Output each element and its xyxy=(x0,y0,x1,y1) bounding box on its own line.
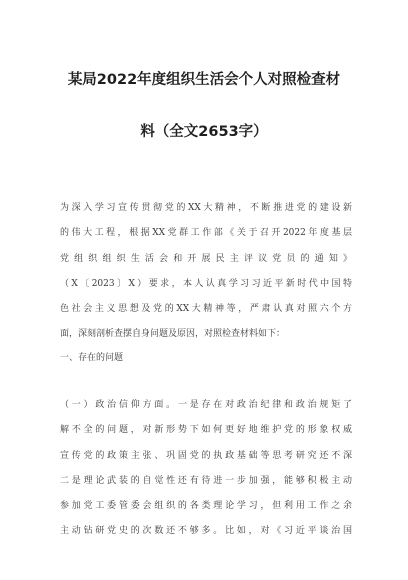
intro-line: 为深入学习宣传贯彻党的XX大精神，不断推进党的建设新 xyxy=(60,203,352,213)
section-heading xyxy=(60,346,352,371)
document-title-line-2: 料（全文2653字） xyxy=(140,124,268,140)
section-paragraph xyxy=(60,393,352,545)
intro-line: 的伟大工程，根据XX党群工作部《关于召开2022年度基层 xyxy=(60,228,352,239)
paragraph-line: 主动钻研党史的次数还不够多。比如，对《习近平谈治国 xyxy=(60,526,352,537)
paragraph-line: 解不全的问题，对新形势下如何更好地维护党的形象权威 xyxy=(60,425,352,436)
paragraph-line: 宣传党的政策主张、巩固党的执政基础等思考研究还不深 xyxy=(60,450,352,461)
intro-line: 色社会主义思想及党的XX大精神等，严肃认真对照六个方 xyxy=(60,304,352,315)
intro-line: 面，深刻剖析查摆自身问题及原因，对照检查材料如下： xyxy=(60,329,286,340)
intro-line: （X〔2023〕X）要求，本人认真学习习近平新时代中国特 xyxy=(60,278,352,289)
intro-paragraph xyxy=(60,196,352,348)
paragraph-line: 二是理论武装的自觉性还有待进一步加强，能够积极主动 xyxy=(60,475,352,486)
paragraph-line: 参加党工委管委会组织的各类理论学习，但利用工作之余 xyxy=(60,501,352,512)
paragraph-line: （一）政治信仰方面。一是存在对政治纪律和政治规矩了 xyxy=(60,400,352,410)
intro-line: 党组织组织生活会和开展民主评议党员的通知》 xyxy=(60,253,352,264)
document-title-line-1: 某局2022年度组织生活会个人对照检查材 xyxy=(67,72,341,88)
section-heading-text: 一、存在的问题 xyxy=(60,353,124,363)
